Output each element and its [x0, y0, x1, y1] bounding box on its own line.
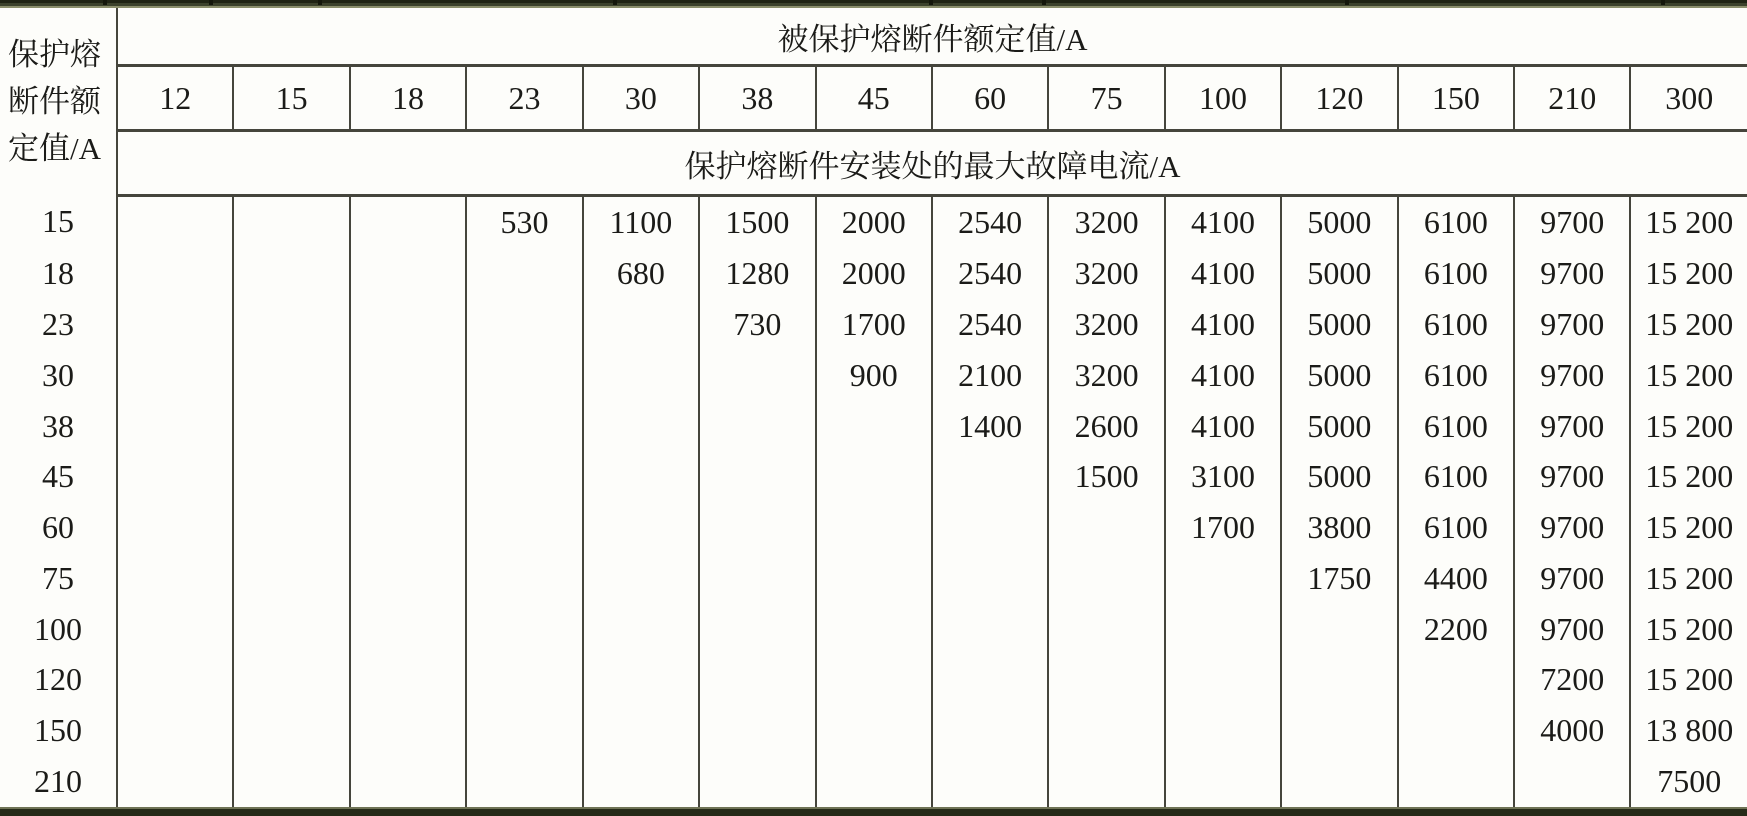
- row-label: 120: [0, 655, 117, 706]
- table-cell: 5000: [1281, 299, 1397, 350]
- table-cell: 2000: [816, 248, 932, 299]
- table-cell: [117, 401, 233, 452]
- table-cell: 2540: [932, 248, 1048, 299]
- column-header: 210: [1514, 66, 1630, 131]
- table-cell: 15 200: [1630, 401, 1747, 452]
- table-cell: [350, 401, 466, 452]
- table-cell: [1165, 604, 1281, 655]
- table-cell: 6100: [1398, 350, 1514, 401]
- table-row: [0, 350, 1747, 401]
- table-cell: 2000: [816, 196, 932, 249]
- table-cell: [117, 196, 233, 249]
- table-row: [0, 502, 1747, 553]
- table-cell: 1750: [1281, 553, 1397, 604]
- row-label: 150: [0, 705, 117, 756]
- header-row-top: [0, 8, 1747, 66]
- table-cell: [699, 401, 815, 452]
- table-cell: 15 200: [1630, 196, 1747, 249]
- table-cell: 5000: [1281, 350, 1397, 401]
- table-cell: [699, 502, 815, 553]
- table-cell: 7200: [1514, 655, 1630, 706]
- table-cell: 1100: [583, 196, 699, 249]
- table-cell: [466, 553, 582, 604]
- table-row: [0, 553, 1747, 604]
- table-cell: [816, 553, 932, 604]
- table-cell: [117, 705, 233, 756]
- table-cell: [932, 705, 1048, 756]
- table-cell: [350, 451, 466, 502]
- table-cell: [233, 350, 349, 401]
- table-cell: [583, 705, 699, 756]
- table-cell: 6100: [1398, 196, 1514, 249]
- row-label: 15: [0, 196, 117, 249]
- column-header: 150: [1398, 66, 1514, 131]
- table-cell: 4100: [1165, 196, 1281, 249]
- row-label: 75: [0, 553, 117, 604]
- top-edge-tick: [1661, 0, 1665, 5]
- table-cell: 15 200: [1630, 451, 1747, 502]
- table-cell: 9700: [1514, 299, 1630, 350]
- table-cell: 3200: [1048, 248, 1164, 299]
- table-cell: [1048, 655, 1164, 706]
- table-cell: 4100: [1165, 350, 1281, 401]
- column-header: 100: [1165, 66, 1281, 131]
- table-cell: [699, 451, 815, 502]
- table-cell: 1700: [816, 299, 932, 350]
- table-cell: [233, 451, 349, 502]
- table-cell: 9700: [1514, 350, 1630, 401]
- table-cell: [583, 401, 699, 452]
- column-header: 30: [583, 66, 699, 131]
- table-cell: [233, 248, 349, 299]
- table-cell: [466, 705, 582, 756]
- table-row: [0, 401, 1747, 452]
- table-cell: [816, 451, 932, 502]
- table-cell: [699, 350, 815, 401]
- table-cell: [1048, 502, 1164, 553]
- column-header: 300: [1630, 66, 1747, 131]
- table-cell: [117, 502, 233, 553]
- table-cell: [1398, 655, 1514, 706]
- table-cell: [1165, 756, 1281, 807]
- row-label: 30: [0, 350, 117, 401]
- table-cell: 680: [583, 248, 699, 299]
- table-cell: [583, 655, 699, 706]
- row-label: 38: [0, 401, 117, 452]
- table-row: [0, 604, 1747, 655]
- table-cell: 6100: [1398, 401, 1514, 452]
- table-cell: 9700: [1514, 502, 1630, 553]
- row-label: 210: [0, 756, 117, 807]
- table-cell: [233, 502, 349, 553]
- table-cell: [233, 604, 349, 655]
- table-cell: [1398, 705, 1514, 756]
- table-cell: [816, 705, 932, 756]
- table-cell: [1048, 705, 1164, 756]
- table-row: [0, 299, 1747, 350]
- table-cell: 15 200: [1630, 299, 1747, 350]
- table-cell: 9700: [1514, 553, 1630, 604]
- table-cell: [350, 299, 466, 350]
- table-cell: 15 200: [1630, 350, 1747, 401]
- table-cell: [233, 705, 349, 756]
- table-cell: [816, 655, 932, 706]
- table-cell: [816, 401, 932, 452]
- table-cell: 2540: [932, 196, 1048, 249]
- table-row: [0, 451, 1747, 502]
- table-cell: [1514, 756, 1630, 807]
- table-cell: [932, 756, 1048, 807]
- fuse-rating-table: [0, 8, 1747, 807]
- table-row: [0, 196, 1747, 249]
- table-cell: [1165, 655, 1281, 706]
- table-cell: 730: [699, 299, 815, 350]
- table-cell: [1281, 705, 1397, 756]
- row-label: 45: [0, 451, 117, 502]
- table-cell: [233, 756, 349, 807]
- row-label: 100: [0, 604, 117, 655]
- table-cell: 1500: [699, 196, 815, 249]
- table-cell: [350, 655, 466, 706]
- table-body: [0, 196, 1747, 808]
- table-cell: 5000: [1281, 401, 1397, 452]
- table-row: [0, 248, 1747, 299]
- table-cell: [932, 553, 1048, 604]
- table-header: [0, 8, 1747, 196]
- table-cell: [1281, 655, 1397, 706]
- table-cell: [932, 451, 1048, 502]
- column-header: 23: [466, 66, 582, 131]
- table-cell: 15 200: [1630, 553, 1747, 604]
- table-cell: 4000: [1514, 705, 1630, 756]
- column-header: 38: [699, 66, 815, 131]
- table-cell: [816, 502, 932, 553]
- table-cell: [117, 553, 233, 604]
- top-edge-tick: [103, 0, 107, 5]
- table-cell: [932, 502, 1048, 553]
- table-cell: 9700: [1514, 604, 1630, 655]
- table-cell: [117, 248, 233, 299]
- table-cell: [1165, 553, 1281, 604]
- table-cell: 3100: [1165, 451, 1281, 502]
- table-cell: 4100: [1165, 248, 1281, 299]
- table-cell: [117, 350, 233, 401]
- table-row: [0, 756, 1747, 807]
- table-cell: 9700: [1514, 196, 1630, 249]
- table-cell: [233, 299, 349, 350]
- table-cell: [1048, 756, 1164, 807]
- max-fault-current-header: 保护熔断件安装处的最大故障电流/A: [117, 131, 1747, 196]
- table-cell: 15 200: [1630, 655, 1747, 706]
- table-cell: 1400: [932, 401, 1048, 452]
- table-cell: [350, 350, 466, 401]
- top-edge-tick: [318, 0, 322, 5]
- table-cell: 4400: [1398, 553, 1514, 604]
- table-cell: 1280: [699, 248, 815, 299]
- row-label: 23: [0, 299, 117, 350]
- table-cell: [466, 502, 582, 553]
- table-cell: 5000: [1281, 248, 1397, 299]
- row-label: 60: [0, 502, 117, 553]
- column-header: 120: [1281, 66, 1397, 131]
- table-cell: 1700: [1165, 502, 1281, 553]
- table-cell: 6100: [1398, 451, 1514, 502]
- table-cell: 9700: [1514, 248, 1630, 299]
- table-cell: [583, 451, 699, 502]
- table-cell: [583, 553, 699, 604]
- table-cell: [466, 248, 582, 299]
- table-cell: [233, 553, 349, 604]
- table-cell: [1398, 756, 1514, 807]
- top-edge-tick: [929, 0, 933, 5]
- table-cell: [466, 655, 582, 706]
- table-cell: 2100: [932, 350, 1048, 401]
- table-cell: [466, 350, 582, 401]
- table-cell: [117, 451, 233, 502]
- top-edge-tick: [1042, 0, 1046, 5]
- table-cell: [350, 502, 466, 553]
- table-cell: [1281, 604, 1397, 655]
- table-cell: [699, 655, 815, 706]
- protected-fuse-rating-header: 被保护熔断件额定值/A: [117, 8, 1747, 66]
- table-cell: [583, 502, 699, 553]
- column-header: 18: [350, 66, 466, 131]
- table-cell: [583, 604, 699, 655]
- row-label: 18: [0, 248, 117, 299]
- corner-header-protecting-fuse-rating: 保护熔断件额定值/A: [0, 8, 117, 196]
- table-cell: [350, 553, 466, 604]
- table-cell: [1048, 553, 1164, 604]
- column-header: 15: [233, 66, 349, 131]
- table-cell: 6100: [1398, 299, 1514, 350]
- table-cell: 15 200: [1630, 502, 1747, 553]
- table-cell: 2540: [932, 299, 1048, 350]
- table-cell: 6100: [1398, 248, 1514, 299]
- table-cell: 5000: [1281, 451, 1397, 502]
- top-edge-tick: [1345, 0, 1349, 5]
- column-header: 60: [932, 66, 1048, 131]
- table-cell: [699, 756, 815, 807]
- table-cell: 4100: [1165, 299, 1281, 350]
- table-cell: 530: [466, 196, 582, 249]
- table-cell: 3200: [1048, 299, 1164, 350]
- table-cell: [699, 604, 815, 655]
- column-header: 75: [1048, 66, 1164, 131]
- table-cell: [466, 604, 582, 655]
- table-cell: [233, 196, 349, 249]
- table-cell: [350, 196, 466, 249]
- table-cell: 13 800: [1630, 705, 1747, 756]
- header-row-fault-current: [0, 131, 1747, 196]
- table-cell: 5000: [1281, 196, 1397, 249]
- table-cell: [699, 705, 815, 756]
- table-cell: 15 200: [1630, 248, 1747, 299]
- table-cell: 4100: [1165, 401, 1281, 452]
- table-cell: [1165, 705, 1281, 756]
- table-cell: [466, 756, 582, 807]
- table-cell: [932, 655, 1048, 706]
- table-cell: [583, 350, 699, 401]
- table-cell: 2600: [1048, 401, 1164, 452]
- table-cell: 6100: [1398, 502, 1514, 553]
- table-cell: 15 200: [1630, 604, 1747, 655]
- table-cell: 2200: [1398, 604, 1514, 655]
- table-cell: [699, 553, 815, 604]
- table-cell: [117, 655, 233, 706]
- table-cell: [350, 248, 466, 299]
- column-header-row: [0, 66, 1747, 131]
- table-cell: [350, 705, 466, 756]
- table-cell: [117, 604, 233, 655]
- table-cell: [233, 655, 349, 706]
- table-row: [0, 655, 1747, 706]
- table-cell: 7500: [1630, 756, 1747, 807]
- table-cell: [816, 604, 932, 655]
- table-cell: 9700: [1514, 451, 1630, 502]
- column-header: 12: [117, 66, 233, 131]
- top-edge-tick: [209, 0, 213, 5]
- column-header: 45: [816, 66, 932, 131]
- top-edge-tick: [613, 0, 617, 5]
- table-cell: 3200: [1048, 350, 1164, 401]
- table-cell: [117, 756, 233, 807]
- table-cell: [932, 604, 1048, 655]
- table-cell: [1048, 604, 1164, 655]
- table-cell: 1500: [1048, 451, 1164, 502]
- table-cell: [117, 299, 233, 350]
- table-cell: 3200: [1048, 196, 1164, 249]
- table-cell: [583, 756, 699, 807]
- table-cell: [1281, 756, 1397, 807]
- table-cell: [466, 299, 582, 350]
- table-cell: [350, 604, 466, 655]
- table-cell: 9700: [1514, 401, 1630, 452]
- table-cell: 900: [816, 350, 932, 401]
- table-cell: [233, 401, 349, 452]
- table-cell: 3800: [1281, 502, 1397, 553]
- table-row: [0, 705, 1747, 756]
- table-cell: [583, 299, 699, 350]
- table-cell: [350, 756, 466, 807]
- table-cell: [466, 451, 582, 502]
- table-cell: [816, 756, 932, 807]
- table-cell: [466, 401, 582, 452]
